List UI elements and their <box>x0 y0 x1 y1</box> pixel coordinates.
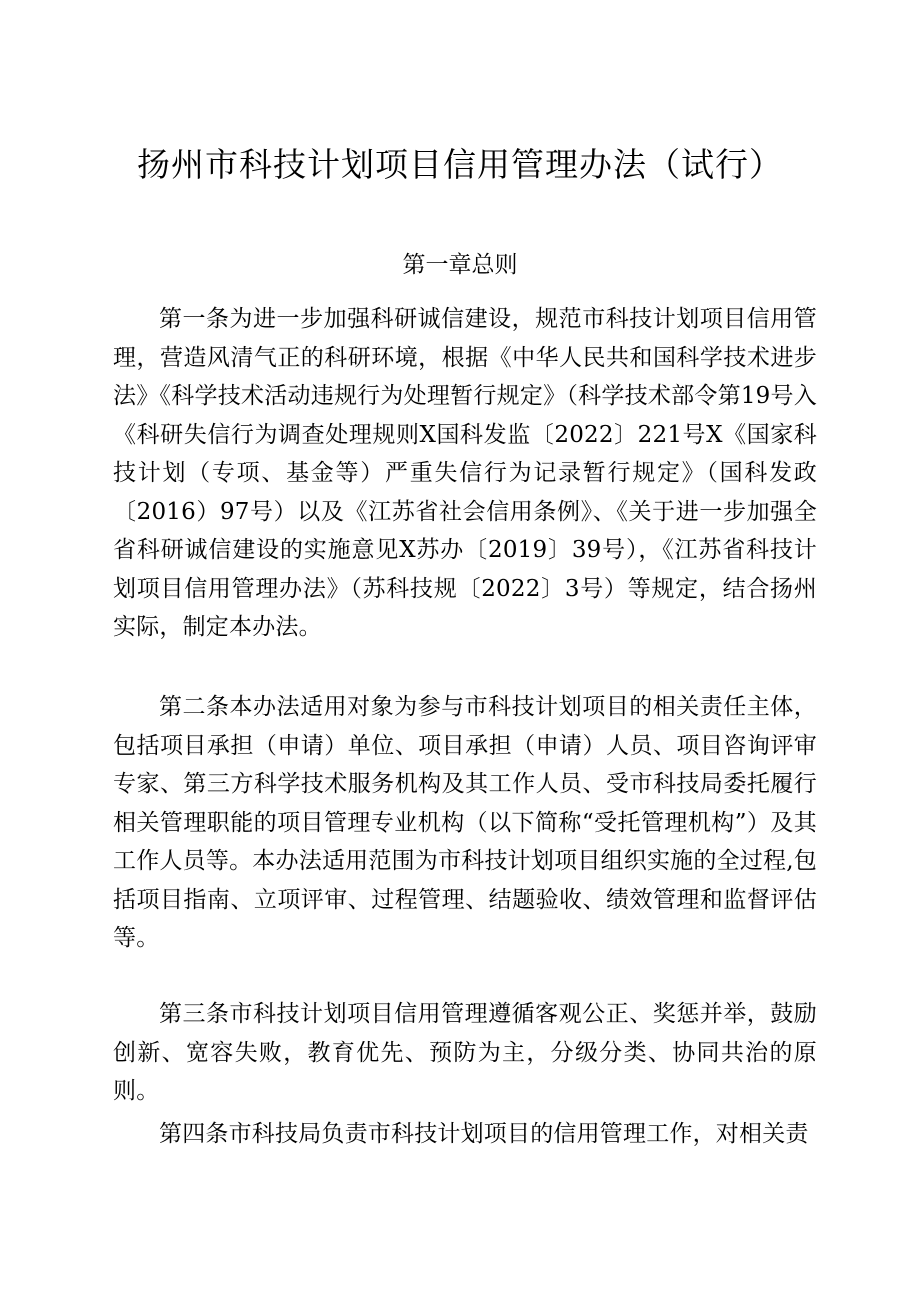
chapter-heading: 第一章总则 <box>402 252 518 278</box>
article-1 <box>113 300 817 647</box>
article-4-text: 第四条市科技局负责市科技计划项目的信用管理工作，对相关责 <box>159 1121 809 1147</box>
article-3-text: 第三条市科技计划项目信用管理遵循客观公正、奖惩并举，鼓励创新、宽容失败，教育优先、预防为主，分级分类、协同共治的原则。 <box>113 1001 817 1104</box>
article-4 <box>113 1115 817 1154</box>
article-1-text: 第一条为进一步加强科研诚信建设，规范市科技计划项目信用管理，营造风清气正的科研环境，根据《中华人民共和国科学技术进步法》《科学技术活动违规行为处理暂行规定》（科学技术部令第19号入《科研失信行为调查处理规则X国科发监〔2022〕221号X《国家科技计划（专项、基金等）严重失信行为记录暂行规定》（国科发政〔2016）97号）以及《江苏省社会信用条例》、《关于进一步加强全省科研诚信建设的实施意见X苏办〔2019〕39号），《江苏省科技计划项目信用管理办法》（苏科技规〔2022〕3号）等规定，结合扬州实际，制定本办法。 <box>113 306 817 640</box>
document-title: 扬州市科技计划项目信用管理办法（试行） <box>137 145 783 184</box>
article-2-text: 第二条本办法适用对象为参与市科技计划项目的相关责任主体，包括项目承担（申请）单位、项目承担（申请）人员、项目咨询评审专家、第三方科学技术服务机构及其工作人员、受市科技局委托履行相关管理职能的项目管理专业机构（以下简称“受托管理机构”）及其工作人员等。本办法适用范围为市科技计划项目组织实施的全过程,包括项目指南、立项评审、过程管理、结题验收、绩效管理和监督评估等。 <box>113 694 817 951</box>
article-3 <box>113 995 817 1111</box>
article-2 <box>113 688 817 958</box>
